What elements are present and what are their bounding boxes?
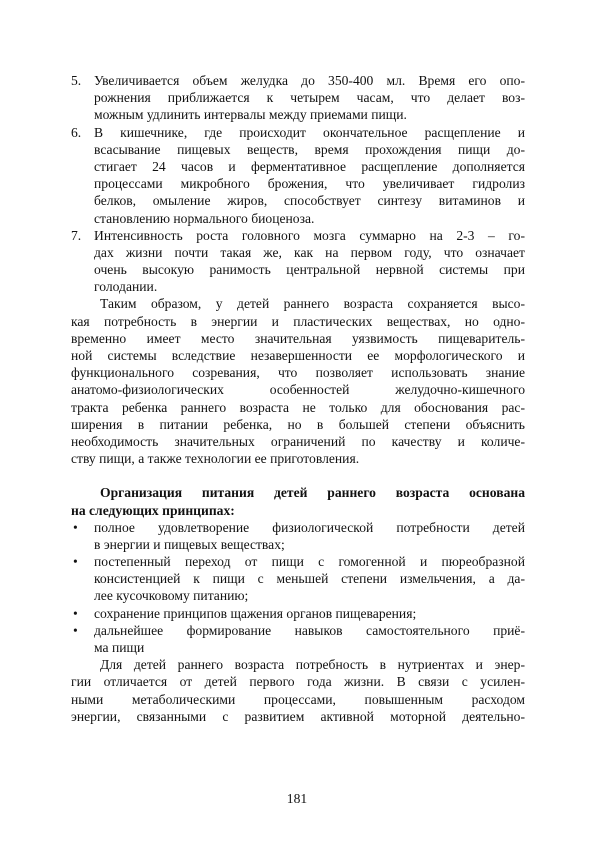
text-line: очень высокую ранимость центральной нервной системы при (94, 262, 525, 278)
numbered-item-6 (71, 124, 525, 227)
text-line: необходимость значительных ограничений по качеству и количе- (71, 433, 525, 449)
numbered-list (71, 72, 525, 295)
text-line: полное удовлетворение физиологической потребности детей (94, 519, 525, 535)
text-line: дальнейшее формирование навыков самостоятельного приё- (94, 622, 525, 638)
heading-line: Организация питания детей раннего возраста основана (100, 485, 525, 501)
text-line: Таким образом, у детей раннего возраста сохраняется высо- (100, 296, 525, 312)
item-number: 5. (71, 73, 82, 88)
spacer (71, 467, 525, 484)
text-line: Увеличивается объем желудка до 350-400 мл. Время его опо- (94, 73, 525, 88)
text-line: стигает 24 часов и ферментативное расщепление дополняется (94, 158, 525, 174)
text-line: в энергии и пищевых веществах; (94, 536, 285, 552)
text-line: В кишечнике, где происходит окончательное расщепление и (94, 124, 525, 140)
text-line: голодании. (94, 279, 158, 295)
bullet-item (71, 605, 525, 622)
text-line: ширения в питании ребенка, но в большей степени объяснить (71, 416, 525, 432)
bullet-marker: • (73, 554, 78, 570)
text-line: консистенцией к пищи с меньшей степени измельчения, а да- (94, 571, 525, 587)
item-number: 7. (71, 227, 82, 243)
text-line: ной системы вследствие незавершенности ее морфологического и (71, 348, 525, 363)
text-line: Интенсивность роста головного мозга суммарно на 2-3 – го- (94, 227, 525, 243)
text-line: рожнения приближается к четырем часам, что делает воз- (94, 90, 525, 106)
text-line: кая потребность в энергии и пластических веществах, но одно- (71, 313, 525, 329)
page-body (71, 72, 525, 725)
text-line: анатомо-физиологических особенностей желудочно-кишечного (71, 382, 525, 398)
text-line: тракта ребенка раннего возраста не только для обоснования рас- (71, 399, 525, 415)
bullet-marker: • (73, 605, 78, 621)
numbered-item-5 (71, 72, 525, 124)
text-line: всасывание пищевых веществ, время прохождения пищи до- (94, 141, 525, 157)
text-line: постепенный переход от пищи с гомогенной и пюреобразной (94, 554, 525, 570)
numbered-item-7 (71, 227, 525, 296)
bullet-item (71, 553, 525, 605)
bullet-list (71, 519, 525, 657)
text-line: сохранение принципов щажения органов пищеварения; (94, 605, 417, 621)
text-line: лее кусочковому питанию; (94, 588, 249, 604)
text-line: можным удлинить интервалы между приемами пищи. (94, 107, 407, 123)
section-heading (71, 484, 525, 518)
bullet-item (71, 622, 525, 656)
text-line: ству пищи, а также технологии ее приготовления. (71, 451, 360, 467)
item-number: 6. (71, 124, 82, 140)
bullet-item (71, 519, 525, 553)
text-line: энергии, связанными с развитием активной моторной деятельно- (71, 708, 525, 724)
heading-line: на следующих принципах: (71, 502, 235, 518)
text-line: дах жизни почти такая же, как на первом году, что означает (94, 244, 525, 260)
text-line: становлению нормального биоценоза. (94, 210, 315, 226)
text-line: функционального созревания, что позволяет использовать знание (71, 365, 525, 381)
paragraph-nutrients (71, 656, 525, 725)
text-line: Для детей раннего возраста потребность в нутриентах и энер- (100, 657, 525, 673)
text-line: ма пищи (94, 640, 145, 655)
text-line: белков, омыление жиров, способствует синтезу витаминов и (94, 193, 525, 209)
text-line: временно имеет место значительная уязвимость пищеваритель- (71, 330, 525, 346)
text-line: гии отличается от детей первого года жизни. В связи с усилен- (71, 674, 525, 690)
bullet-marker: • (73, 622, 78, 638)
text-line: ными метаболическими процессами, повышенным расходом (71, 691, 525, 707)
bullet-marker: • (73, 519, 78, 535)
page-number: 181 (286, 791, 308, 806)
text-line: процессами микробного брожения, что увеличивает гидролиз (94, 176, 525, 192)
paragraph-summary (71, 295, 525, 467)
